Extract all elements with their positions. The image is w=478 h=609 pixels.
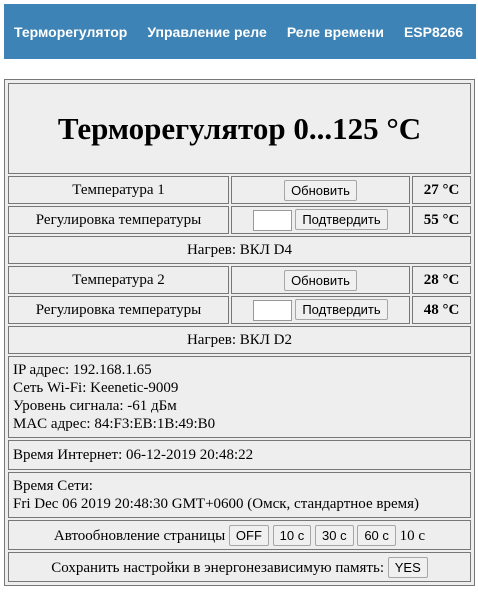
internet-time: Время Интернет: 06-12-2019 20:48:22 xyxy=(8,440,471,470)
save-row xyxy=(8,552,471,582)
save-label: Сохранить настройки в энергонезависимую память: xyxy=(51,559,384,576)
save-yes-button[interactable]: YES xyxy=(388,557,428,578)
sensor2-adjust-cell xyxy=(231,296,410,324)
network-time-value: Fri Dec 06 2019 20:48:30 GMT+0600 (Омск, стандартное время) xyxy=(13,496,420,512)
sensor2-confirm-button[interactable]: Подтвердить xyxy=(295,299,387,320)
wifi-ssid: Сеть Wi-Fi: Keenetic-9009 xyxy=(13,380,179,396)
nav-esp8266[interactable]: ESP8266 xyxy=(403,23,464,40)
sensor1-temp-label: Температура 1 xyxy=(8,176,229,204)
sensor1-setpoint-value: 55 °C xyxy=(412,206,471,234)
sensor1-temp-row xyxy=(8,176,471,204)
sensor2-refresh-button[interactable]: Обновить xyxy=(284,270,357,291)
autorefresh-60s-button[interactable]: 60 с xyxy=(357,525,396,546)
page-title: Терморегулятор 0...125 °C xyxy=(8,83,471,174)
nav-thermoregulator[interactable]: Терморегулятор xyxy=(14,23,128,40)
nav-relay-control[interactable]: Управление реле xyxy=(147,23,267,40)
autorefresh-current: 10 с xyxy=(399,527,426,544)
sensor2-setpoint-value: 48 °C xyxy=(412,296,471,324)
top-navbar xyxy=(4,4,476,59)
sensor1-refresh-button[interactable]: Обновить xyxy=(284,180,357,201)
sensor2-temp-value: 28 °C xyxy=(412,266,471,294)
network-info xyxy=(8,356,471,438)
signal-level: Уровень сигнала: -61 дБм xyxy=(13,398,177,414)
sensor1-heat-status: Нагрев: ВКЛ D4 xyxy=(8,236,471,264)
sensor2-temp-label: Температура 2 xyxy=(8,266,229,294)
sensor2-refresh-cell xyxy=(231,266,410,294)
sensor1-confirm-button[interactable]: Подтвердить xyxy=(295,209,387,230)
main-table xyxy=(6,81,473,584)
autorefresh-30s-button[interactable]: 30 с xyxy=(315,525,354,546)
main-panel xyxy=(4,79,475,586)
sensor1-adjust-row xyxy=(8,206,471,234)
sensor2-adjust-label: Регулировка температуры xyxy=(8,296,229,324)
mac-address: MAC адрес: 84:F3:EB:1B:49:B0 xyxy=(13,416,216,432)
autorefresh-10s-button[interactable]: 10 с xyxy=(273,525,312,546)
autorefresh-off-button[interactable]: OFF xyxy=(229,525,269,546)
network-time xyxy=(8,472,471,518)
sensor1-setpoint-input[interactable] xyxy=(253,210,292,231)
sensor2-temp-row xyxy=(8,266,471,294)
nav-time-relay[interactable]: Реле времени xyxy=(286,23,384,40)
ip-address: IP адрес: 192.168.1.65 xyxy=(13,362,152,378)
sensor1-refresh-cell xyxy=(231,176,410,204)
autorefresh-row xyxy=(8,520,471,550)
sensor2-setpoint-input[interactable] xyxy=(253,300,292,321)
sensor1-adjust-label: Регулировка температуры xyxy=(8,206,229,234)
autorefresh-label: Автообновление страницы xyxy=(53,527,226,544)
sensor2-adjust-row xyxy=(8,296,471,324)
network-time-label: Время Сети: xyxy=(13,478,93,494)
sensor1-adjust-cell xyxy=(231,206,410,234)
sensor2-heat-status: Нагрев: ВКЛ D2 xyxy=(8,326,471,354)
sensor1-temp-value: 27 °C xyxy=(412,176,471,204)
